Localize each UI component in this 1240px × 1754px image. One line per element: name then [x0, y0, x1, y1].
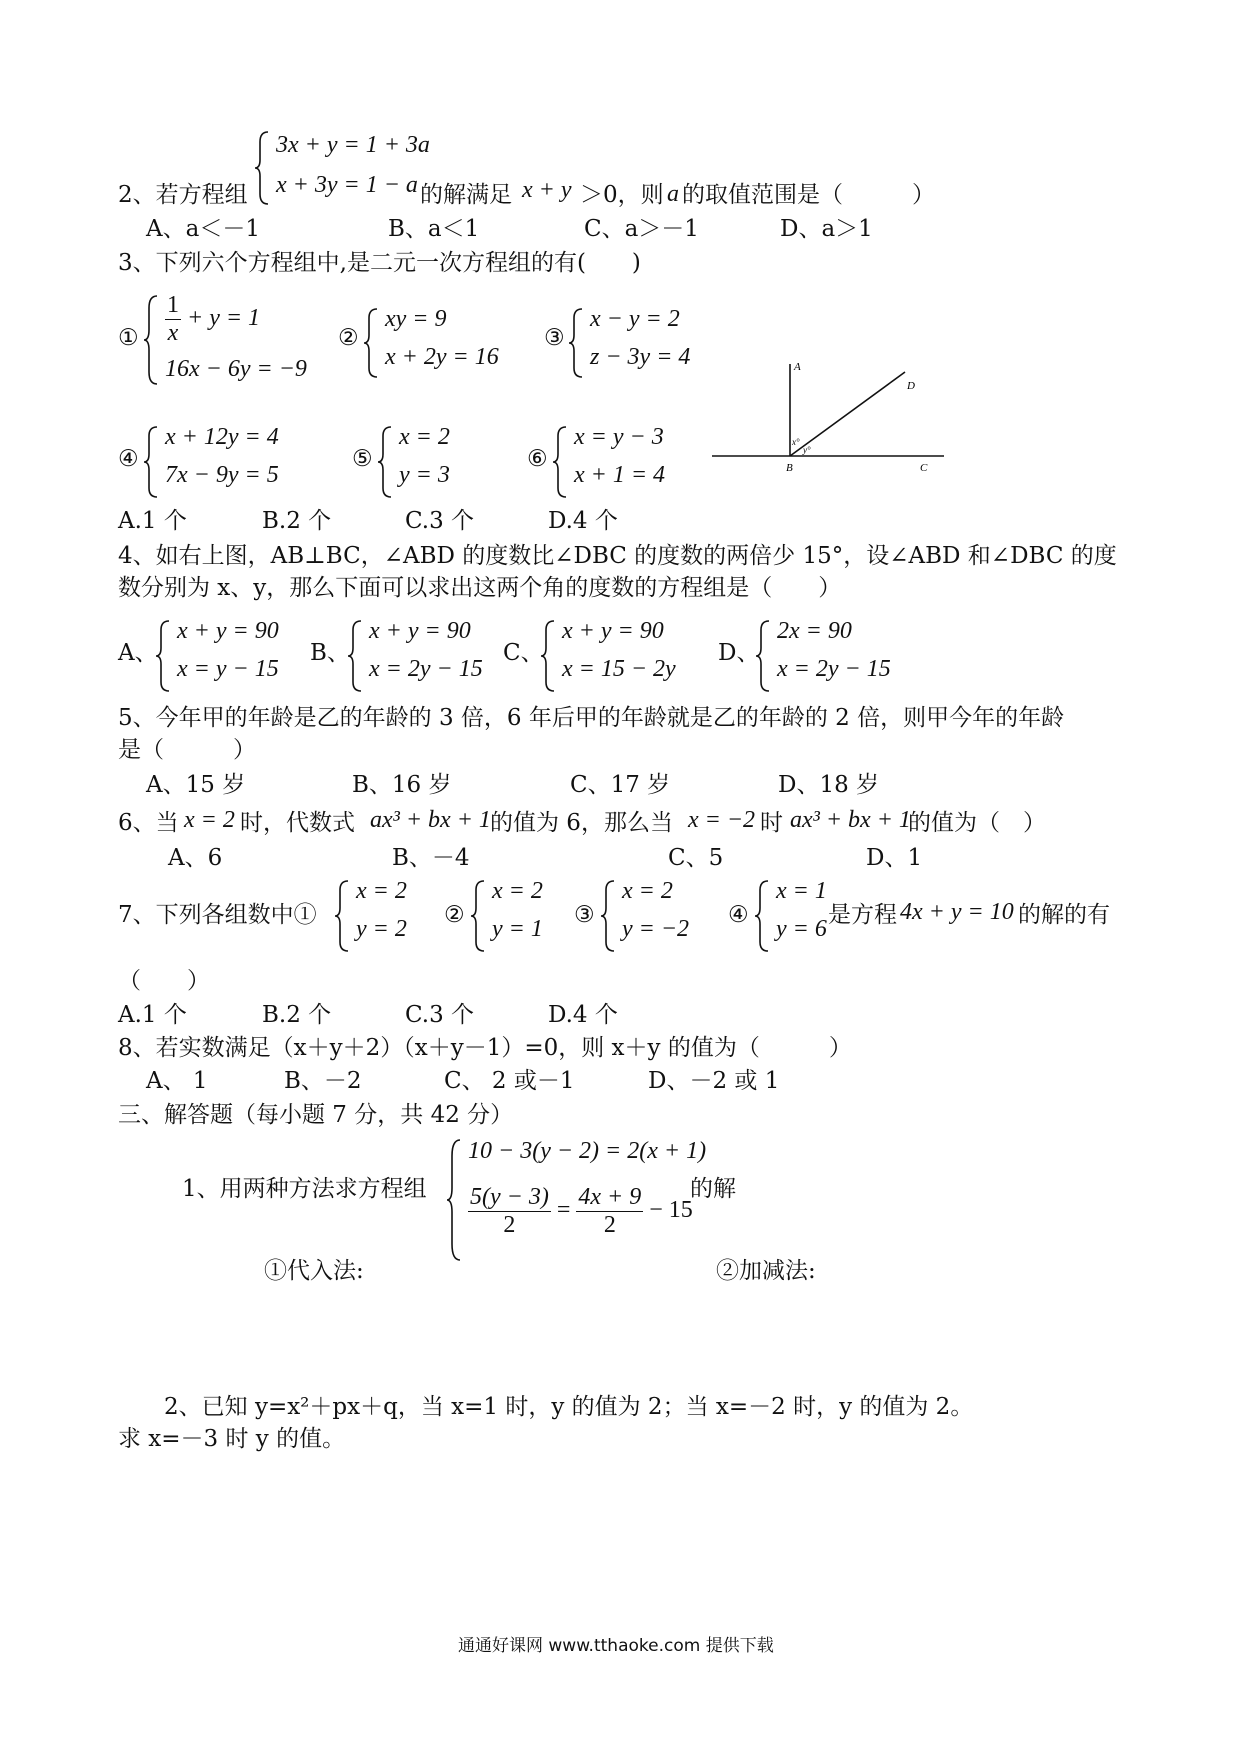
brace-icon	[754, 878, 774, 954]
q3-s5-eq1: x = 2	[399, 424, 450, 450]
q3-label-2: ②	[338, 325, 359, 351]
section3-p1-eq2-rden: 2	[603, 1212, 616, 1238]
q3-label-4: ④	[118, 446, 139, 472]
q4-option-c-label: C、	[503, 640, 544, 666]
q7-system-2	[470, 878, 570, 954]
q7-option-c: C.3 个	[405, 1002, 475, 1028]
section3-p1-eq2-lnum: 5(y − 3)	[470, 1184, 549, 1210]
q3-s3-eq1: x − y = 2	[590, 306, 680, 332]
q6-option-d: D、1	[866, 845, 923, 871]
q4-b-eq2: x = 2y − 15	[369, 656, 483, 682]
section3-p1-eq2-lden: 2	[503, 1212, 516, 1238]
brace-icon	[552, 424, 572, 500]
q7-mid: 是方程	[828, 902, 897, 928]
q3-option-a: A.1 个	[118, 508, 187, 534]
q3-option-b: B.2 个	[262, 508, 332, 534]
brace-icon	[155, 618, 175, 694]
section3-p1-method1: ①代入法:	[264, 1258, 364, 1284]
q3-system-3	[568, 306, 708, 380]
q2-middle: 的解满足	[420, 182, 512, 208]
q2-suffix: 的取值范围是（ ）	[682, 182, 935, 208]
q4-c-eq1: x + y = 90	[562, 618, 664, 644]
q4-option-d-label: D、	[718, 640, 760, 666]
q5-line1: 5、今年甲的年龄是乙的年龄的 3 倍，6 年后甲的年龄就是乙的年龄的 2 倍，则甲今年的年龄	[118, 705, 1065, 731]
q7-s1-eq2: y = 2	[356, 916, 407, 942]
line-bd	[790, 372, 905, 456]
q4-d-eq1: 2x = 90	[777, 618, 852, 644]
section3-p2-line1: 2、已知 y=x²＋px＋q，当 x=1 时，y 的值为 2；当 x=－2 时，y 的值为 2。	[164, 1394, 974, 1420]
brace-icon	[446, 1136, 466, 1264]
q4-d-eq2: x = 2y − 15	[777, 656, 891, 682]
q6-p1: 6、当	[118, 810, 179, 836]
q6-p4: 时	[760, 810, 783, 836]
q6-p3: 的值为 6，那么当	[490, 810, 673, 836]
label-d: D	[907, 380, 915, 392]
q7-s3-eq1: x = 2	[622, 878, 673, 904]
q3-system-6	[552, 424, 692, 500]
q4-line1: 4、如右上图，AB⊥BC，∠ABD 的度数比∠DBC 的度数的两倍少 15°，设∠ABD 和∠DBC 的度	[118, 543, 1117, 569]
section3-p1-method2: ②加减法:	[716, 1258, 816, 1284]
q5-option-c: C、17 岁	[570, 772, 671, 798]
q3-system-5	[377, 424, 477, 500]
q6-p5: 的值为（ ）	[908, 810, 1046, 836]
q7-option-b: B.2 个	[262, 1002, 332, 1028]
q7-s3-eq2: y = −2	[622, 916, 690, 942]
brace-icon	[755, 618, 775, 694]
brace-icon	[568, 306, 588, 380]
q2-option-a: A、a＜－1	[146, 216, 260, 242]
q7-system-1	[334, 878, 434, 954]
q2-cond-expr: x + y	[522, 177, 572, 203]
label-a: A	[794, 361, 801, 373]
section3-p1-suffix: 的解	[690, 1176, 736, 1202]
q2-option-b: B、a＜1	[388, 216, 480, 242]
q5-option-a: A、15 岁	[146, 772, 246, 798]
q3-s4-eq2: 7x − 9y = 5	[165, 462, 279, 488]
section3-p1-system: 10 − 3(y − 2) = 2(x + 1) $\frac{5(y - 3)}{2}$ = $\frac{4x + 9}{2}$ − 15	[446, 1136, 686, 1264]
q5-line2: 是（ ）	[118, 737, 256, 763]
q3-stem: 3、下列六个方程组中,是二元一次方程组的有( )	[118, 250, 641, 276]
q8-stem: 8、若实数满足（x＋y＋2）（x＋y－1）=0，则 x＋y 的值为（ ）	[118, 1035, 852, 1061]
q4-option-b-label: B、	[310, 640, 350, 666]
q2-option-d: D、a＞1	[780, 216, 873, 242]
q4-option-c-system	[540, 618, 690, 694]
q4-a-eq2: x = y − 15	[177, 656, 279, 682]
q4-b-eq1: x + y = 90	[369, 618, 471, 644]
brace-icon	[143, 424, 163, 500]
q8-option-c: C、 2 或－1	[444, 1068, 575, 1094]
q5-option-d: D、18 岁	[778, 772, 880, 798]
q3-option-c: C.3 个	[405, 508, 475, 534]
q3-s2-eq2: x + 2y = 16	[385, 344, 499, 370]
q7-label-2: ②	[444, 902, 465, 928]
section3-heading: 三、解答题（每小题 7 分，共 42 分）	[118, 1102, 514, 1128]
q3-option-d: D.4 个	[548, 508, 618, 534]
brace-icon	[363, 306, 383, 380]
q3-s1-frac-num: 1	[167, 292, 179, 318]
q6-c2: x = −2	[688, 807, 756, 833]
q7-equation: 4x + y = 10	[900, 899, 1014, 925]
q4-option-a-system	[155, 618, 305, 694]
q3-s1-frac-den: x	[167, 320, 179, 346]
label-c: C	[920, 462, 928, 474]
q7-s2-eq1: x = 2	[492, 878, 543, 904]
q6-p2: 时，代数式	[240, 810, 355, 836]
angle-figure	[712, 352, 946, 476]
footer-text: 通通好课网 www.tthaoke.com 提供下载	[458, 1636, 774, 1656]
q2-eq1: 3x + y = 1 + 3a	[276, 132, 430, 158]
q6-option-c: C、5	[668, 845, 724, 871]
label-y: y°	[803, 445, 811, 455]
q7-label-4: ④	[728, 902, 749, 928]
q7-paren: （ ）	[118, 968, 210, 994]
section3-p1-eq1: 10 − 3(y − 2) = 2(x + 1)	[468, 1138, 707, 1164]
q4-option-d-system	[755, 618, 905, 694]
q3-label-1: ①	[118, 325, 139, 351]
q3-label-3: ③	[544, 325, 565, 351]
q4-option-a-label: A、	[118, 640, 158, 666]
q3-s2-eq1: xy = 9	[385, 306, 447, 332]
label-b: B	[786, 462, 793, 474]
q3-s5-eq2: y = 3	[399, 462, 450, 488]
q7-s4-eq2: y = 6	[776, 916, 827, 942]
q8-option-a: A、 1	[146, 1068, 208, 1094]
label-x: x°	[792, 437, 800, 447]
brace-icon	[334, 878, 354, 954]
brace-icon	[254, 128, 274, 208]
q6-expr-2: ax³ + bx + 1	[790, 807, 911, 833]
brace-icon	[143, 292, 163, 388]
q6-expr-1: ax³ + bx + 1	[370, 807, 491, 833]
q3-label-6: ⑥	[527, 446, 548, 472]
q3-system-4	[143, 424, 303, 500]
q8-option-d: D、－2 或 1	[648, 1068, 780, 1094]
q7-s2-eq2: y = 1	[492, 916, 543, 942]
q4-option-b-system	[347, 618, 497, 694]
q3-s4-eq1: x + 12y = 4	[165, 424, 279, 450]
q7-label-3: ③	[574, 902, 595, 928]
q3-s6-eq1: x = y − 3	[574, 424, 664, 450]
q3-system-1	[143, 292, 313, 388]
q5-option-b: B、16 岁	[352, 772, 452, 798]
q4-a-eq1: x + y = 90	[177, 618, 279, 644]
section3-p1-prefix: 1、用两种方法求方程组	[182, 1176, 427, 1202]
q2-cond-rest: ＞0，则	[580, 182, 664, 208]
q6-c1: x = 2	[184, 807, 235, 833]
q2-eq2: x + 3y = 1 − a	[276, 172, 418, 198]
q3-s1-eq1-rest: + y = 1	[187, 305, 261, 332]
section3-p2-line2: 求 x=－3 时 y 的值。	[118, 1426, 346, 1452]
q7-option-d: D.4 个	[548, 1002, 618, 1028]
q7-system-3	[600, 878, 710, 954]
q4-line2: 数分别为 x、y，那么下面可以求出这两个角的度数的方程组是（ ）	[118, 575, 842, 601]
q3-s6-eq2: x + 1 = 4	[574, 462, 666, 488]
q7-suffix: 的解的有	[1018, 902, 1110, 928]
brace-icon	[540, 618, 560, 694]
q8-option-b: B、－2	[284, 1068, 362, 1094]
q3-s1-eq2: 16x − 6y = −9	[165, 356, 307, 382]
q3-s3-eq2: z − 3y = 4	[590, 344, 691, 370]
section3-p1-eq2-rnum: 4x + 9	[578, 1184, 642, 1210]
brace-icon	[377, 424, 397, 500]
q2-option-c: C、a＞－1	[584, 216, 699, 242]
q7-s1-eq1: x = 2	[356, 878, 407, 904]
brace-icon	[600, 878, 620, 954]
q7-s4-eq1: x = 1	[776, 878, 827, 904]
brace-icon	[347, 618, 367, 694]
brace-icon	[470, 878, 490, 954]
q6-option-b: B、－4	[392, 845, 470, 871]
q2-var-a: a	[667, 181, 679, 207]
q7-prefix: 7、下列各组数中①	[118, 902, 317, 928]
section3-p1-eq2-tail: − 15	[649, 1197, 693, 1224]
q3-label-5: ⑤	[352, 446, 373, 472]
q4-c-eq2: x = 15 − 2y	[562, 656, 676, 682]
q7-option-a: A.1 个	[118, 1002, 187, 1028]
q6-option-a: A、6	[168, 845, 223, 871]
q2-prefix: 2、若方程组	[118, 182, 248, 208]
q3-system-2	[363, 306, 503, 380]
